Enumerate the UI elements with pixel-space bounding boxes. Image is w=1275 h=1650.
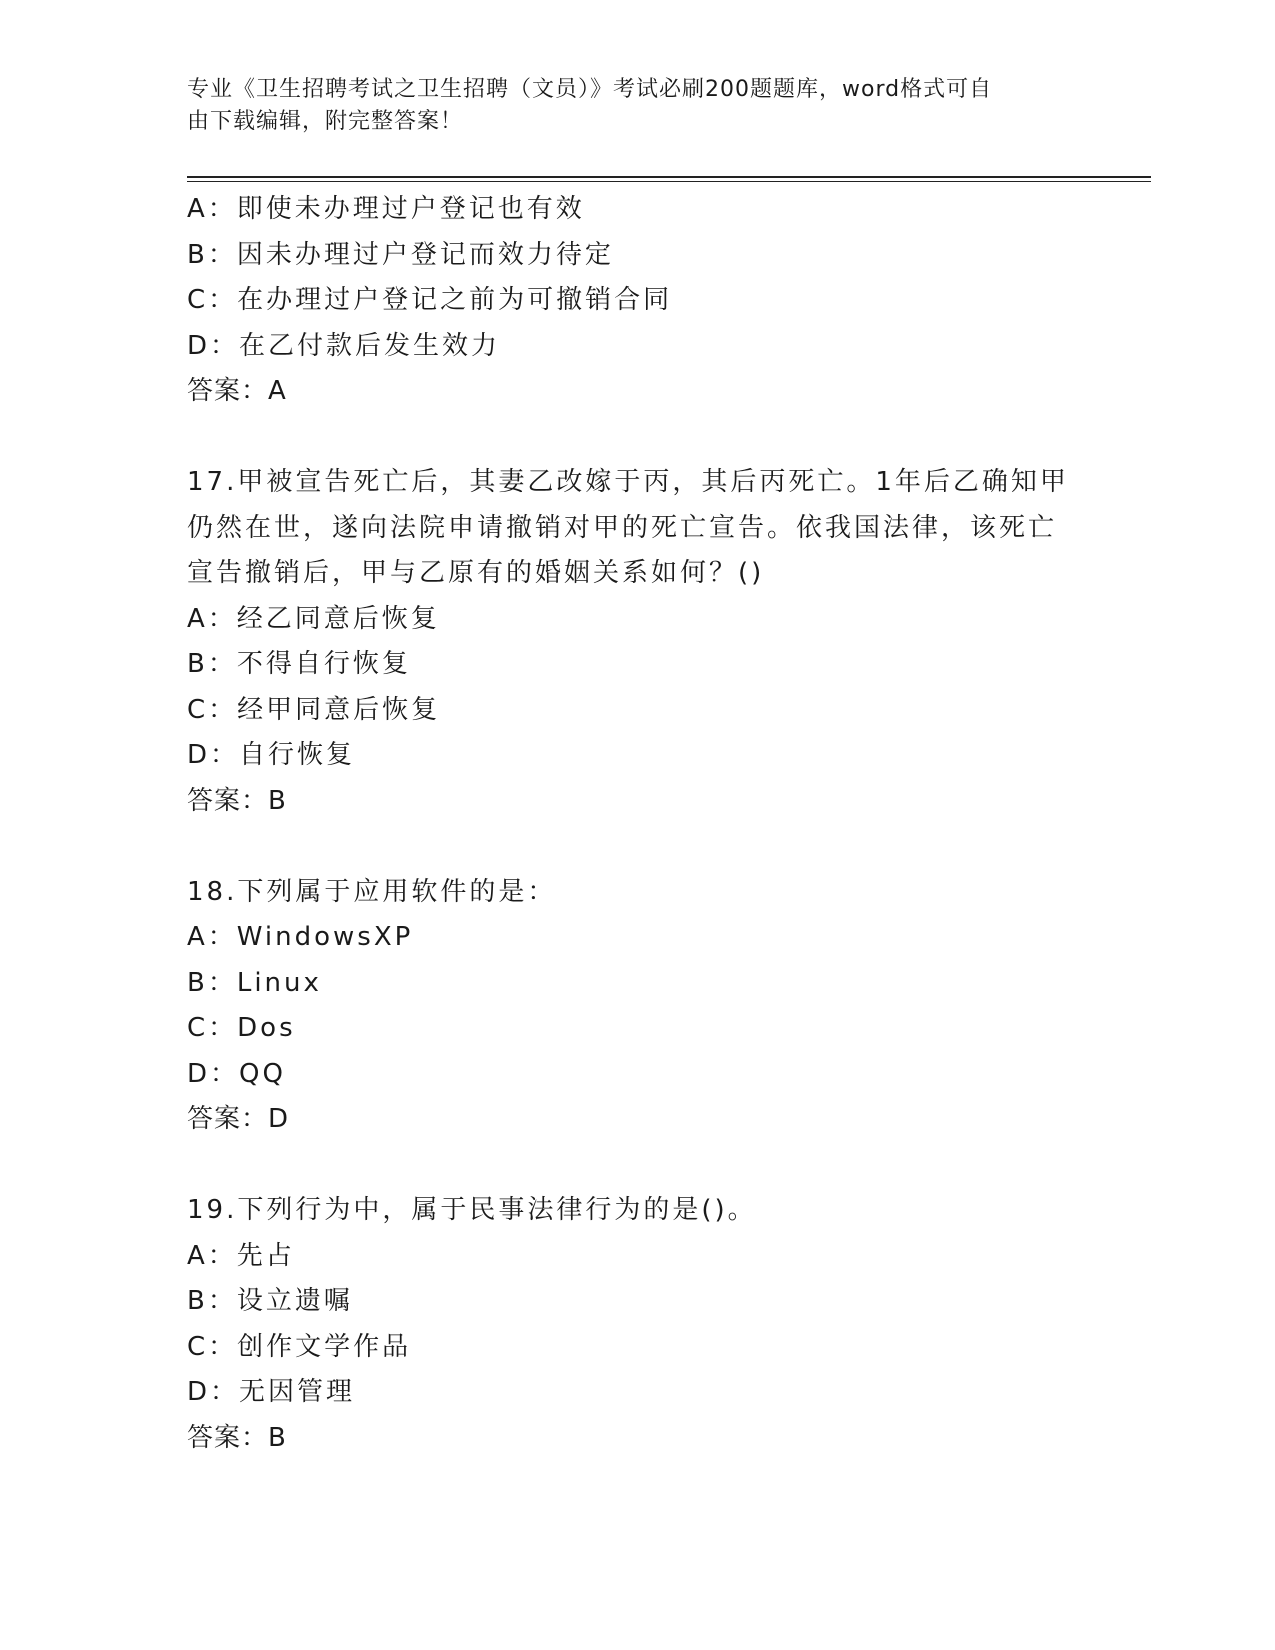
option-a: A：即使未办理过户登记也有效 [187,194,585,224]
question-stem-line: 17.甲被宣告死亡后，其妻乙改嫁于丙，其后丙死亡。1年后乙确知甲 [187,467,1069,497]
question-18 [187,870,1087,1143]
question-17 [187,460,1087,824]
option-b: B：设立遗嘱 [187,1286,353,1316]
header-rule-thin [187,181,1151,182]
page-header [187,74,1067,138]
option-b: B：因未办理过户登记而效力待定 [187,239,614,270]
answer: 答案：B [187,785,287,816]
option-b: B：不得自行恢复 [187,649,411,679]
spacer [187,1143,1087,1189]
option-a: A：先占 [187,1240,295,1271]
answer: 答案：B [187,1422,287,1453]
option-a: A：经乙同意后恢复 [187,603,440,634]
question-stem-line: 宣告撤销后，甲与乙原有的婚姻关系如何？() [187,558,765,588]
question-stem: 18.下列属于应用软件的是： [187,876,557,907]
question-stem: 19.下列行为中，属于民事法律行为的是()。 [187,1195,757,1225]
header-line-2: 由下载编辑，附完整答案！ [187,109,464,134]
option-d: D：自行恢复 [187,740,356,770]
option-d: D：在乙付款后发生效力 [187,330,501,361]
question-stem-line: 仍然在世，遂向法院申请撤销对甲的死亡宣告。依我国法律，该死亡 [187,512,1058,543]
option-a: A：WindowsXP [187,922,414,952]
option-d: D：无因管理 [187,1377,356,1407]
answer: 答案：D [187,1104,290,1134]
header-rule-thick [187,176,1151,178]
question-16 [187,187,1087,415]
question-content [187,187,1087,1461]
option-c: C：经甲同意后恢复 [187,694,441,725]
option-d: D：QQ [187,1058,286,1089]
answer: 答案：A [187,376,287,406]
option-b: B：Linux [187,967,322,998]
option-c: C：Dos [187,1013,296,1043]
spacer [187,824,1087,870]
option-c: C：创作文学作品 [187,1331,412,1362]
question-19 [187,1188,1087,1461]
spacer [187,415,1087,461]
option-c: C：在办理过户登记之前为可撤销合同 [187,285,673,315]
header-line-1: 专业《卫生招聘考试之卫生招聘（文员）》考试必刷200题题库，word格式可自 [187,77,993,102]
